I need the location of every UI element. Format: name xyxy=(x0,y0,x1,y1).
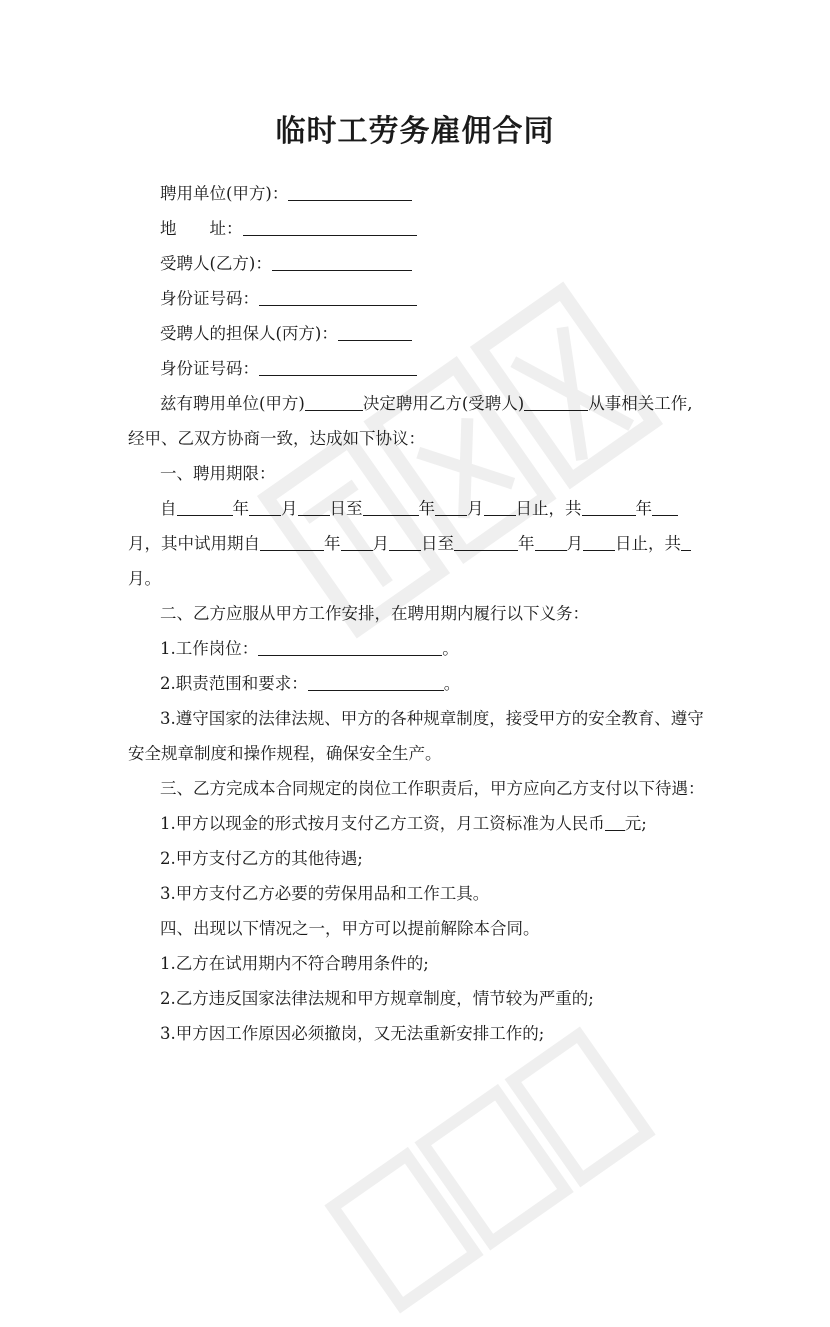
blank-guarantor[interactable] xyxy=(338,324,412,341)
blank-trial-start-day[interactable] xyxy=(389,534,421,551)
field-address: 地 址： xyxy=(160,218,417,240)
blank-trial-end-year[interactable] xyxy=(454,534,518,551)
blank-employee[interactable] xyxy=(272,254,412,271)
blank-total-months[interactable] xyxy=(652,499,678,516)
watermark-logo-icon xyxy=(313,1013,667,1327)
pay-item-3: 3.甲方支付乙方必要的劳保用品和工作工具。 xyxy=(160,884,490,903)
pay-item-1: 1.甲方以现金的形式按月支付乙方工资，月工资标准为人民币 元; xyxy=(160,814,647,833)
section-3-heading: 三、乙方完成本合同规定的岗位工作职责后，甲方应向乙方支付以下待遇： xyxy=(160,779,705,798)
blank-job-position[interactable] xyxy=(258,639,442,656)
blank-trial-end-month[interactable] xyxy=(535,534,567,551)
blank-trial-start-month[interactable] xyxy=(341,534,373,551)
blank-employer[interactable] xyxy=(288,184,412,201)
duty-item-3-line-2: 安全规章制度和操作规程，确保安全生产。 xyxy=(128,744,442,763)
duty-item-2: 2.职责范围和要求： 。 xyxy=(160,674,461,693)
blank-total-years[interactable] xyxy=(582,499,636,516)
blank-address[interactable] xyxy=(243,219,417,236)
field-guarantor: 受聘人的担保人(丙方)： xyxy=(160,323,412,345)
pay-item-2: 2.甲方支付乙方的其他待遇; xyxy=(160,849,363,868)
field-employer: 聘用单位(甲方)： xyxy=(160,183,412,205)
blank-employer-name[interactable] xyxy=(305,394,363,411)
section-2-heading: 二、乙方应服从甲方工作安排，在聘用期内履行以下义务： xyxy=(160,604,589,623)
blank-trial-start-year[interactable] xyxy=(260,534,324,551)
termination-item-2: 2.乙方违反国家法律法规和甲方规章制度，情节较为严重的; xyxy=(160,989,594,1008)
blank-trial-end-day[interactable] xyxy=(583,534,615,551)
term-line-1: 自 年 月 日至 年 月 日止，共 年 xyxy=(160,498,678,520)
blank-id-number-2[interactable] xyxy=(259,359,417,376)
intro-line-2: 经甲、乙双方协商一致，达成如下协议： xyxy=(128,429,425,448)
blank-trial-total[interactable] xyxy=(681,534,691,551)
field-id-number-1: 身份证号码： xyxy=(160,288,417,310)
blank-job-scope[interactable] xyxy=(308,674,444,691)
blank-start-year[interactable] xyxy=(177,499,233,516)
blank-end-day[interactable] xyxy=(484,499,516,516)
duty-item-3-line-1: 3.遵守国家的法律法规、甲方的各种规章制度，接受甲方的安全教育、遵守 xyxy=(160,709,704,728)
termination-item-3: 3.甲方因工作原因必须撤岗，又无法重新安排工作的; xyxy=(160,1024,545,1043)
document-title: 临时工劳务雇佣合同 xyxy=(275,114,555,149)
blank-employee-name[interactable] xyxy=(524,394,588,411)
section-4-heading: 四、出现以下情况之一，甲方可以提前解除本合同。 xyxy=(160,919,540,938)
blank-start-day[interactable] xyxy=(298,499,330,516)
term-line-2: 月，其中试用期自 年 月 日至 年 月 日止，共 xyxy=(128,533,691,555)
duty-item-1: 1.工作岗位： 。 xyxy=(160,639,459,658)
term-line-3: 月。 xyxy=(128,569,161,588)
blank-end-year[interactable] xyxy=(363,499,419,516)
termination-item-1: 1.乙方在试用期内不符合聘用条件的; xyxy=(160,954,429,973)
blank-id-number-1[interactable] xyxy=(259,289,417,306)
blank-monthly-wage[interactable] xyxy=(605,814,625,831)
blank-end-month[interactable] xyxy=(435,499,467,516)
field-id-number-2: 身份证号码： xyxy=(160,358,417,380)
field-employee: 受聘人(乙方)： xyxy=(160,253,412,275)
intro-line-1: 兹有聘用单位(甲方) 决定聘用乙方(受聘人) 从事相关工作, xyxy=(160,394,693,413)
blank-start-month[interactable] xyxy=(249,499,281,516)
section-1-heading: 一、聘用期限： xyxy=(160,464,276,483)
